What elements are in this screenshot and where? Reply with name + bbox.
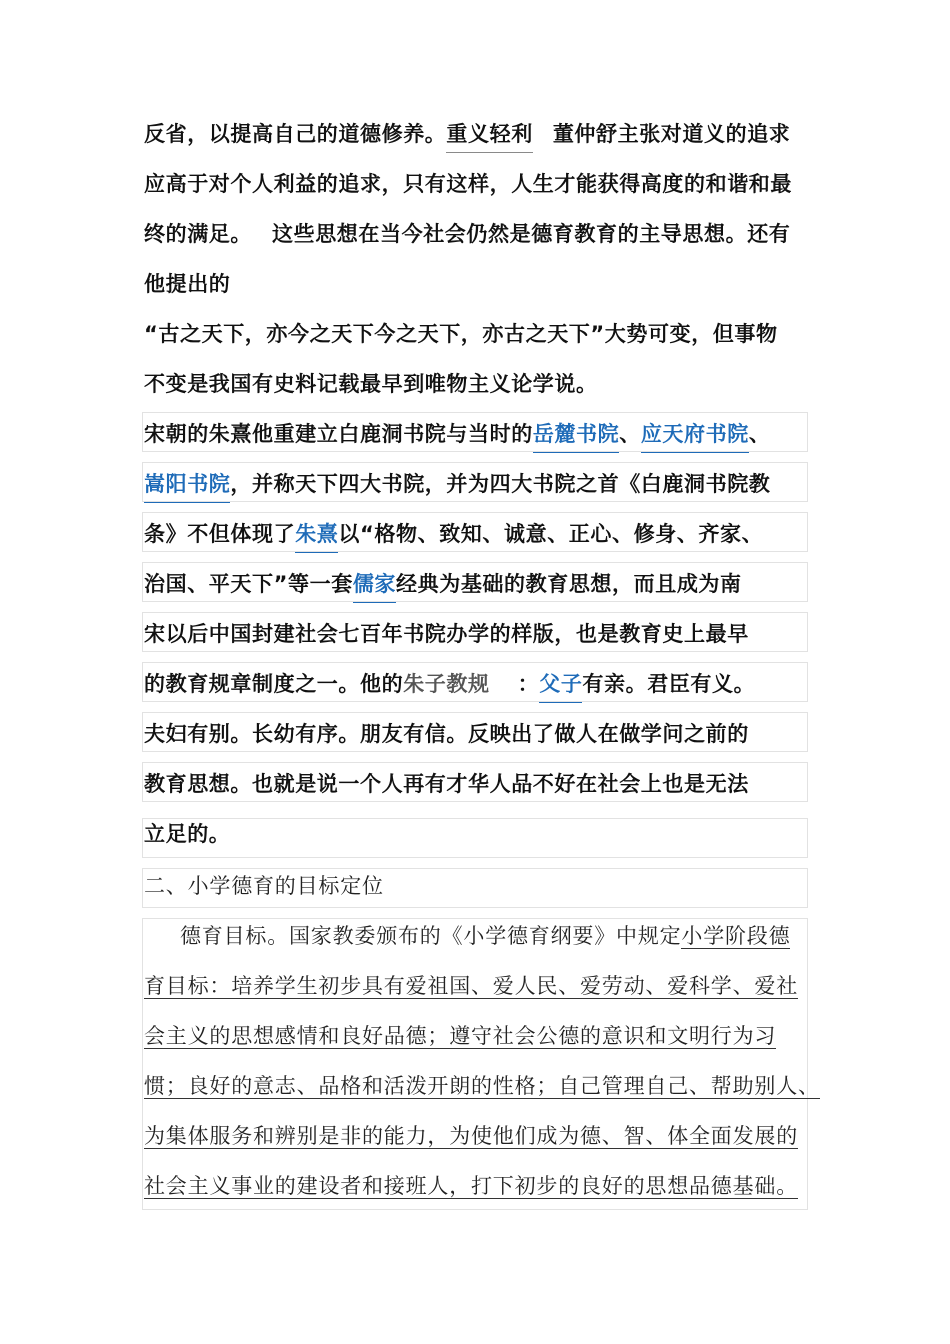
text-run: 董仲舒主张对道义的追求 — [552, 122, 791, 146]
section2-line5 — [144, 1120, 810, 1150]
text-run: 反省，以提高自己的道德修养。 — [144, 122, 447, 146]
para2-line9: 立足的。 — [144, 822, 231, 846]
text-run: 治国、平天下”等一套 — [144, 572, 353, 596]
section2-heading: 二、小学德育的目标定位 — [144, 874, 384, 898]
text-run: 终的满足。 — [144, 222, 252, 246]
text-run: 的教育规章制度之一。他的 — [144, 672, 404, 696]
link-zhuxi[interactable]: 朱熹 — [295, 522, 338, 553]
link-fuzi[interactable]: 父子 — [539, 672, 582, 703]
link-yuelu-academy[interactable]: 岳麓书院 — [533, 422, 619, 453]
para1-line4: 他提出的 — [144, 272, 231, 296]
text-run: 德育目标。国家教委颁布的《小学德育纲要》中规定 — [180, 924, 682, 948]
text-run: 惯；良好的意志、品格和活泼开朗的性格；自己管理自己、帮助别人、 — [144, 1074, 820, 1098]
text-run: ，并称天下四大书院，并为四大书院之首《白鹿洞书院教 — [230, 472, 771, 496]
text-run: 这些思想在当今社会仍然是德育教育的主导思想。还有 — [272, 222, 791, 246]
para1-line6: 不变是我国有史料记载最早到唯物主义论学说。 — [144, 372, 598, 396]
section2-line6 — [144, 1170, 810, 1200]
text-run: 经典为基础的教育思想，而且成为南 — [396, 572, 742, 596]
text-run: ： — [517, 672, 540, 696]
para2-line5: 宋以后中国封建社会七百年书院办学的样版，也是教育史上最早 — [144, 622, 749, 646]
text-run: 、 — [619, 422, 641, 446]
para2-line7: 夫妇有别。长幼有序。朋友有信。反映出了做人在做学问之前的 — [144, 722, 749, 746]
section2-line4 — [144, 1070, 820, 1100]
para1-line1 — [144, 118, 810, 148]
text-run: 、 — [748, 422, 771, 446]
text-run: 有亲。君臣有义。 — [582, 672, 756, 696]
text-run: 宋朝的朱熹他重建立白鹿洞书院与当时的 — [144, 422, 533, 446]
para2-line8: 教育思想。也就是说一个人再有才华人品不好在社会上也是无法 — [144, 772, 749, 796]
section2-line2 — [144, 970, 810, 1000]
para1-line3 — [144, 218, 810, 248]
link-rujia[interactable]: 儒家 — [353, 572, 396, 603]
text-run: 小学阶段德 — [681, 924, 791, 948]
link-yingtianfu-academy[interactable]: 应天府书院 — [641, 422, 749, 453]
para2-line2 — [144, 468, 810, 498]
para1-line2: 应高于对个人利益的追求，只有这样，人生才能获得高度的和谐和最 — [144, 172, 792, 196]
section2-line1 — [144, 920, 810, 950]
para2-line3 — [144, 518, 810, 548]
text-run: 以“格物、致知、诚意、正心、修身、齐家、 — [338, 522, 764, 546]
text-run: 社会主义事业的建设者和接班人，打下初步的良好的思想品德基础。 — [144, 1174, 798, 1198]
para2-line4 — [144, 568, 810, 598]
para2-line6 — [144, 668, 810, 698]
section2-line3 — [144, 1020, 810, 1050]
text-run: 会主义的思想感情和良好品德；遵守社会公德的意识和文明行为习 — [144, 1024, 777, 1048]
text-run: 条》不但体现了 — [144, 522, 296, 546]
para2-line1 — [144, 418, 810, 448]
text-run: 为集体服务和辨别是非的能力，为使他们成为德、智、体全面发展的 — [144, 1124, 798, 1148]
term-zhuzi-jiaogui: 朱子教规 — [403, 672, 490, 696]
para1-line5: “古之天下，亦今之天下今之天下，亦古之天下”大势可变，但事物 — [144, 322, 778, 346]
link-songyang-academy[interactable]: 嵩阳书院 — [144, 472, 230, 503]
section2-box — [142, 918, 808, 1210]
text-run: 育目标：培养学生初步具有爱祖国、爱人民、爱劳动、爱科学、爱社 — [144, 974, 798, 998]
term-zhongyi-qingli: 重义轻利 — [446, 122, 532, 153]
